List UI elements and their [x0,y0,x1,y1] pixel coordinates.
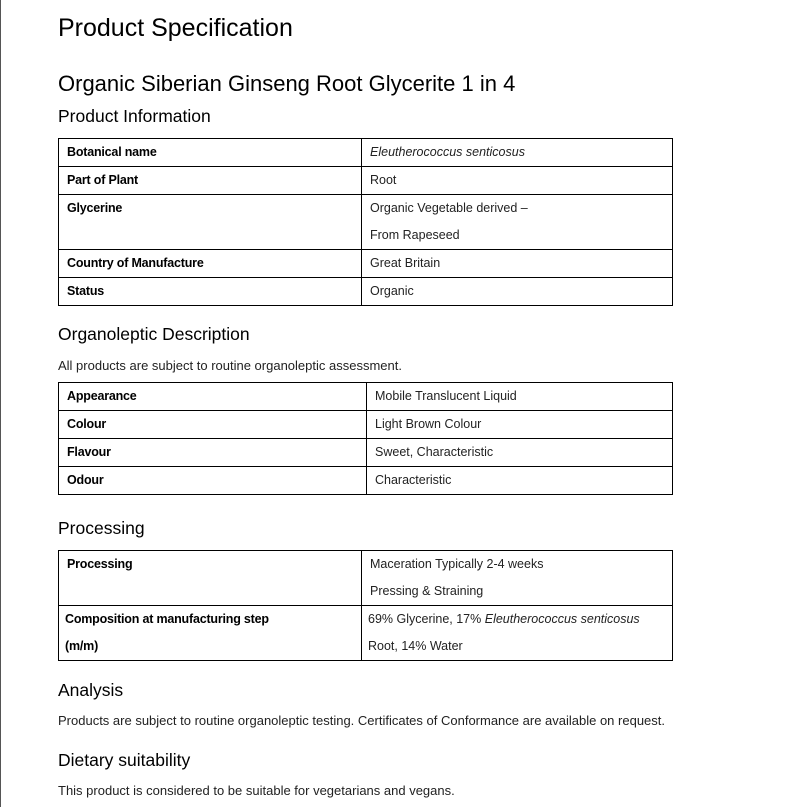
table-row [59,551,673,606]
row-value [362,195,673,250]
table-row [59,606,673,661]
table-row [59,250,673,278]
row-key: Status [59,278,362,306]
value-line [368,606,664,633]
row-value: Root [362,167,673,195]
value-line: Root, 14% Water [368,639,463,653]
botanical-name-value: Eleutherococcus senticosus [370,145,525,159]
row-key: Botanical name [59,139,362,167]
dietary-text: This product is considered to be suitable for vegetarians and vegans. [58,783,455,798]
table-row [59,439,673,467]
key-line: (m/m) [65,639,99,653]
section-heading-analysis: Analysis [58,680,124,700]
section-heading-dietary: Dietary suitability [58,750,191,770]
table-row [59,195,673,250]
row-value: Great Britain [362,250,673,278]
table-row [59,278,673,306]
row-key: Flavour [59,439,367,467]
page-left-edge [0,0,1,807]
row-key: Odour [59,467,367,495]
composition-botanical: Eleutherococcus senticosus [484,612,640,626]
table-row [59,139,673,167]
row-key: Colour [59,411,367,439]
row-key [59,606,362,661]
value-line: Organic Vegetable derived – [370,201,528,215]
value-line: From Rapeseed [370,228,460,242]
row-key: Processing [59,551,362,606]
product-information-table [58,138,673,306]
row-value: Light Brown Colour [367,411,673,439]
section-heading-organoleptic: Organoleptic Description [58,324,250,344]
key-line: Composition at manufacturing step [65,612,269,626]
row-value: Sweet, Characteristic [367,439,673,467]
row-key: Glycerine [59,195,362,250]
composition-prefix: 69% Glycerine, 17% [368,612,485,626]
row-value: Organic [362,278,673,306]
row-key: Appearance [59,383,367,411]
row-key: Country of Manufacture [59,250,362,278]
row-value [362,606,673,661]
row-key: Part of Plant [59,167,362,195]
table-row [59,411,673,439]
table-row [59,383,673,411]
organoleptic-table [58,382,673,495]
value-line: Pressing & Straining [370,584,484,598]
document-title: Product Specification [58,14,293,42]
row-value [362,551,673,606]
table-row [59,467,673,495]
analysis-text: Products are subject to routine organoleptic testing. Certificates of Conformance are available on request. [58,713,666,728]
processing-table [58,550,673,661]
section-heading-product-information: Product Information [58,106,211,126]
value-line: Maceration Typically 2-4 weeks [370,557,544,571]
table-row [59,167,673,195]
row-value: Characteristic [367,467,673,495]
section-heading-processing: Processing [58,518,145,538]
row-value: Mobile Translucent Liquid [367,383,673,411]
product-name: Organic Siberian Ginseng Root Glycerite 1 in 4 [58,71,516,96]
row-value [362,139,673,167]
organoleptic-intro: All products are subject to routine organoleptic assessment. [58,358,402,373]
